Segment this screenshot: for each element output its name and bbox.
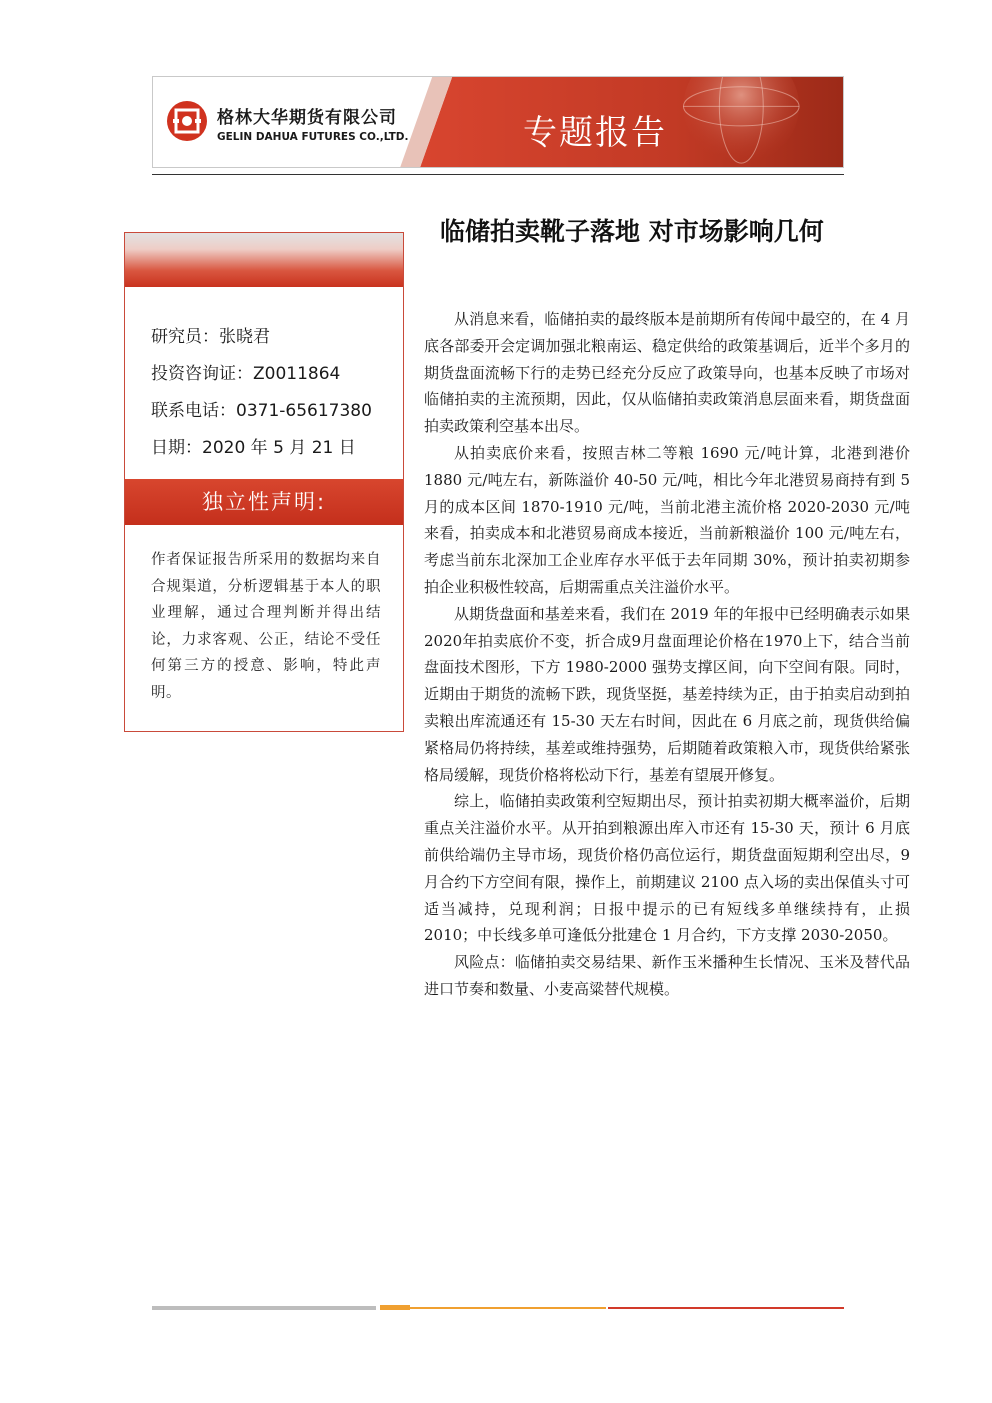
body-paragraph: 从拍卖底价来看，按照吉林二等粮 1690 元/吨计算，北港到港价 1880 元/吨左右，新陈溢价 40-50 元/吨，相比今年北港贸易商持有到 5 月的成本区间 1870-1910 元/吨，当前北港主流价格 2020-2030 元/吨来看，拍卖成本和北港贸易商成本接近，当前新粮溢价 100 元/吨左右，考虑当前东北深加工企业库存水平低于去年同期 30%，预计拍卖初期参拍企业积极性较高，后期需重点关注溢价水平。 — [424, 443, 910, 596]
report-type-label: 专题报告 — [523, 113, 667, 153]
author-sidebar — [124, 232, 404, 732]
declaration-text: 作者保证报告所采用的数据均来自合规渠道，分析逻辑基于本人的职业理解，通过合理判断并得出结论，力求客观、公正，结论不受任何第三方的授意、影响，特此声明。 — [151, 552, 381, 701]
author-info-list — [151, 319, 372, 467]
body-paragraph: 综上，临储拍卖政策利空短期出尽，预计拍卖初期大概率溢价，后期重点关注溢价水平。从开拍到粮源出库入市还有 15-30 天，预计 6 月底前供给端仍主导市场，现货价格仍高位运行，期货盘面短期利空出尽，9 月合约下方空间有限，操作上，前期建议 2100 点入场的卖出保值头寸可适当减持，兑现利润；日报中提示的已有短线多单继续持有，止损 2010；中长线多单可逢低分批建仓 1 月合约，下方支撑 2030-2050。 — [424, 792, 910, 945]
sidebar-header-band — [125, 233, 403, 287]
researcher-name: 研究员：张晓君 — [151, 327, 270, 347]
declaration-header — [125, 479, 403, 525]
body-paragraph: 从消息来看，临储拍卖的最终版本是前期所有传闻中最空的，在 4 月底各部委开会定调加强北粮南运、稳定供给的政策基调后，近半个多月的期货盘面流畅下行的走势已经充分反应了政策导向，也基本反映了市场对临储拍卖的主流预期，因此，仅从临储拍卖政策消息层面来看，期货盘面拍卖政策利空基本出尽。 — [424, 310, 910, 436]
document-title: 临储拍卖靴子落地 对市场影响几何 — [440, 217, 824, 246]
declaration-title: 独立性声明: — [201, 490, 327, 514]
report-header — [152, 76, 844, 168]
license-number: 投资咨询证：Z0011864 — [151, 364, 341, 384]
gelin-dahua-logo-icon — [165, 99, 209, 143]
footer-rule-gray — [152, 1306, 376, 1310]
company-name-cn: 格林大华期货有限公司 — [217, 108, 397, 128]
header-divider — [152, 174, 844, 175]
contact-phone: 联系电话：0371-65617380 — [151, 401, 372, 421]
body-paragraph: 从期货盘面和基差来看，我们在 2019 年的年报中已经明确表示如果2020年拍卖底价不变，折合成9月盘面理论价格在1970上下，结合当前盘面技术图形，下方 1980-2000 强势支撑区间，向下空间有限。同时，近期由于期货的流畅下跌，现货坚挺，基差持续为正，由于拍卖启动到拍卖粮出库流通还有 15-30 天左右时间，因此在 6 月底之前，现货供给偏紧格局仍将持续，基差或维持强势，后期随着政策粮入市，现货供给紧张格局缓解，现货价格将松动下行，基差有望展开修复。 — [424, 604, 910, 784]
footer-rule-orange-block — [380, 1305, 410, 1310]
report-body — [424, 306, 910, 1003]
company-name-en: GELIN DAHUA FUTURES CO.,LTD. — [217, 131, 409, 143]
risk-paragraph: 风险点：临储拍卖交易结果、新作玉米播种生长情况、玉米及替代品进口节奏和数量、小麦高粱替代规模。 — [424, 953, 910, 998]
report-date: 日期：2020 年 5 月 21 日 — [151, 438, 356, 458]
footer-rule-orange — [410, 1307, 606, 1309]
footer-rule-red — [608, 1307, 844, 1309]
